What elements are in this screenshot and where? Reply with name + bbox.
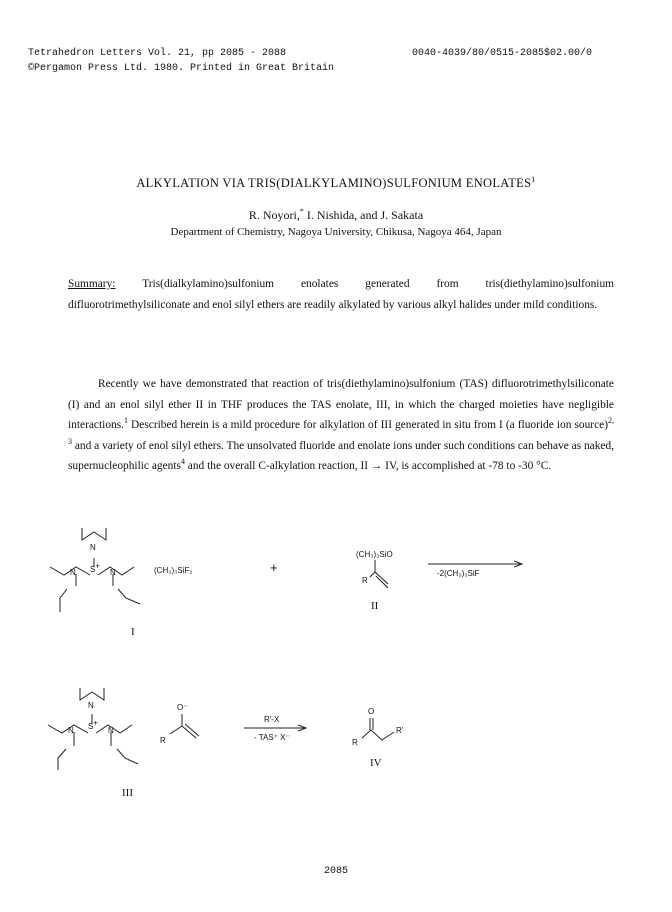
intro-part-2: Described herein is a mild procedure for alkylation of III generated in situ from I (a fluoride ion source): [128, 419, 608, 431]
nitrogen-label: N: [110, 568, 116, 577]
carbonyl-oxygen-label: O: [368, 707, 375, 716]
r-prime-label: R': [396, 726, 404, 735]
nitrogen-label: N: [70, 568, 76, 577]
compound-label-I: I: [131, 626, 135, 638]
corresponding-author-mark: *: [299, 207, 304, 216]
intro-part-3: and a variety of enol silyl ethers. The unsolvated fluoride and enolate ions under such conditions can behave as naked, supernucleophilic agents: [68, 439, 614, 472]
sulfur-symbol: S: [88, 722, 94, 731]
r-group-label: R: [352, 738, 358, 747]
siliconate-anion-formula: (CH₃)₃SiF₂: [154, 566, 193, 575]
intro-part-4: and the overall C-alkylation reaction, II → IV, is accomplished at -78 to -30 °C.: [184, 460, 552, 472]
author-noyori: R. Noyori,: [248, 208, 300, 222]
arrow-1-reagent: -2(CH₃)₃SiF: [437, 569, 480, 578]
arrow-2-reagent-bottom: - TAS⁺ X⁻: [254, 733, 290, 742]
plus-sign: +: [270, 560, 278, 575]
summary-text: Tris(dialkylamino)sulfonium enolates generated from tris(diethylamino)sulfonium difluorotrimethylsiliconate and enol silyl ethers are readily alkylated by various alkyl halides under mild conditions.: [68, 278, 614, 311]
ref-4: 4: [180, 457, 185, 467]
title-text: ALKYLATION VIA TRIS(DIALKYLAMINO)SULFONIUM ENOLATES: [136, 176, 532, 190]
r-group-label: R: [160, 736, 166, 745]
enolate-anion-structure: [170, 714, 199, 738]
sulfur-symbol: S: [90, 565, 96, 574]
sulfonium-label: S+: [90, 561, 101, 574]
nitrogen-label: N: [90, 543, 96, 552]
sulfonium-label: S+: [88, 718, 99, 731]
journal-citation: Tetrahedron Letters Vol. 21, pp 2085 - 2088: [28, 48, 287, 59]
summary-label: Summary:: [68, 278, 116, 290]
nitrogen-label: N: [68, 726, 74, 735]
r-group-label: R: [362, 576, 368, 585]
intro-part-1: Recently we have demonstrated that reaction of tris(diethylamino)sulfonium (TAS) difluorotrimethylsiliconate (I) and an enol silyl ether II in THF produces the TAS enolate, III, in which the charged moieties have negligible interactions.: [68, 378, 614, 431]
oxide-label: O⁻: [177, 703, 188, 712]
compound-label-III: III: [122, 787, 133, 799]
trimethylsilyloxy-label: (CH₃)₃SiO: [356, 550, 393, 559]
compound-label-II: II: [371, 600, 379, 612]
page-number: 2085: [323, 866, 348, 877]
nitrogen-label: N: [88, 701, 94, 710]
ref-1: 1: [124, 416, 128, 426]
compound-label-IV: IV: [370, 757, 382, 769]
publisher-line: ©Pergamon Press Ltd. 1980. Printed in Great Britain: [28, 63, 335, 74]
arrow-2-reagent-top: R'-X: [264, 715, 280, 724]
ref-2-3: 2, 3: [68, 416, 614, 446]
article-code: 0040-4039/80/0515-2085$02.00/0: [412, 48, 593, 59]
title-footnote-ref: 1: [531, 174, 536, 184]
alkylated-ketone-structure: [362, 718, 394, 740]
nitrogen-label: N: [108, 726, 114, 735]
enol-silyl-ether-structure: [370, 560, 388, 588]
affiliation: Department of Chemistry, Nagoya University, Chikusa, Nagoya 464, Japan: [170, 226, 502, 238]
authors-rest: I. Nishida, and J. Sakata: [303, 208, 424, 222]
